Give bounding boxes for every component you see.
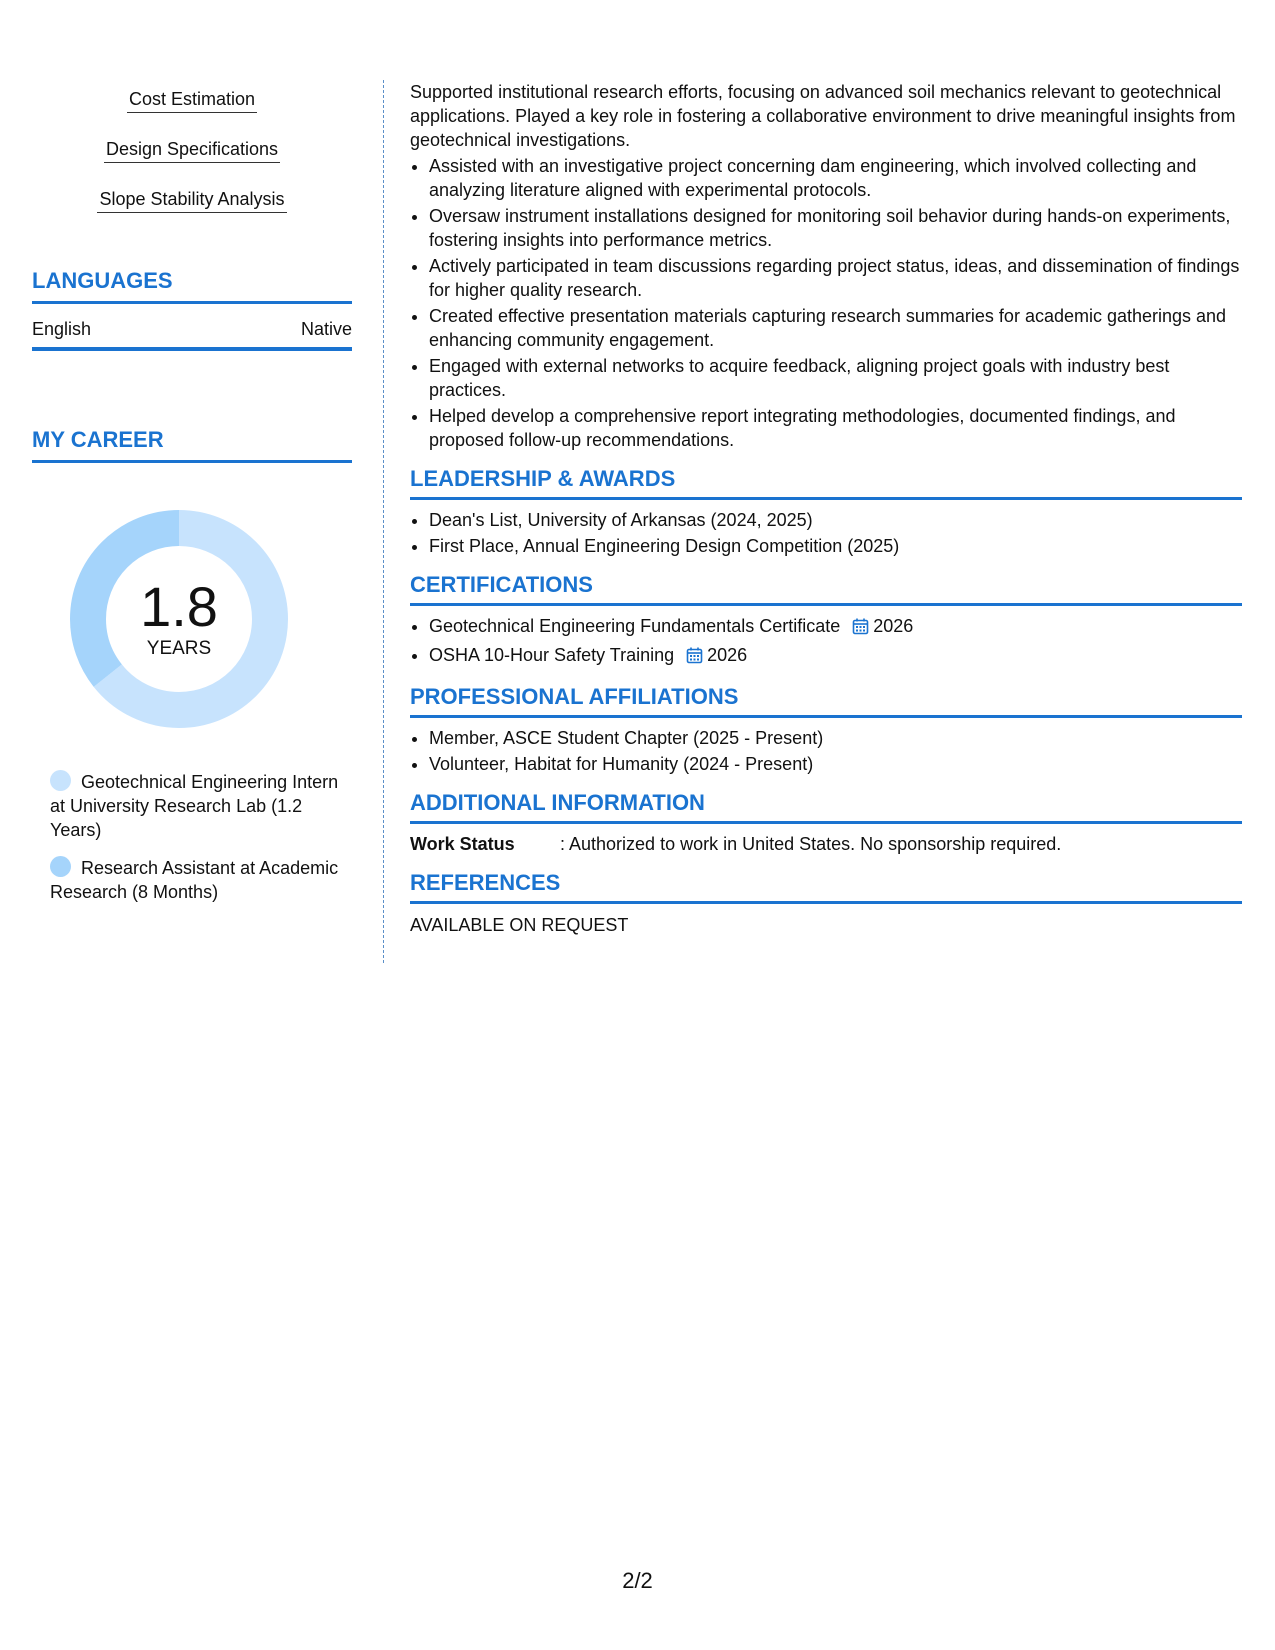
experience-bullet: • Engaged with external networks to acquire feedback, aligning project goals with industry best practices. bbox=[429, 354, 1242, 402]
leadership-item: • First Place, Annual Engineering Design Competition (2025) bbox=[429, 534, 1242, 558]
career-total-value: 1.8 bbox=[140, 575, 218, 638]
additional-info-section bbox=[410, 790, 1242, 856]
experience-bullets bbox=[410, 154, 1242, 452]
leadership-list bbox=[410, 508, 1242, 558]
skill-item: Slope Stability Analysis bbox=[97, 180, 286, 213]
references-title: REFERENCES bbox=[410, 870, 1242, 904]
languages-title: LANGUAGES bbox=[32, 268, 352, 304]
additional-info-title: ADDITIONAL INFORMATION bbox=[410, 790, 1242, 824]
certifications-section bbox=[410, 572, 1242, 670]
calendar-icon bbox=[686, 646, 703, 670]
language-row bbox=[32, 304, 352, 351]
legend-dot bbox=[50, 770, 71, 791]
certification-item bbox=[429, 643, 1242, 670]
certifications-list bbox=[410, 614, 1242, 670]
affiliations-title: PROFESSIONAL AFFILIATIONS bbox=[410, 684, 1242, 718]
skills-list bbox=[32, 80, 352, 230]
skill-item: Cost Estimation bbox=[127, 80, 257, 113]
column-divider bbox=[383, 80, 384, 963]
legend-item bbox=[50, 770, 350, 842]
language-level: Native bbox=[300, 319, 352, 339]
career-title: MY CAREER bbox=[32, 427, 352, 463]
right-column bbox=[410, 80, 1242, 937]
certifications-title: CERTIFICATIONS bbox=[410, 572, 1242, 606]
references-section bbox=[410, 870, 1242, 937]
career-total-unit: YEARS bbox=[146, 638, 212, 659]
leadership-title: LEADERSHIP & AWARDS bbox=[410, 466, 1242, 500]
career-donut-chart bbox=[66, 506, 292, 732]
experience-bullet: • Assisted with an investigative project concerning dam engineering, which involved collecting and analyzing literature aligned with experimental protocols. bbox=[429, 154, 1242, 202]
leadership-item: • Dean's List, University of Arkansas (2024, 2025) bbox=[429, 508, 1242, 532]
work-status-label: Work Status bbox=[410, 834, 515, 854]
affiliation-item: • Member, ASCE Student Chapter (2025 - Present) bbox=[429, 726, 1242, 750]
certification-item bbox=[429, 614, 1242, 641]
affiliations-list bbox=[410, 726, 1242, 776]
languages-section bbox=[32, 268, 352, 351]
language-name: English bbox=[32, 319, 92, 339]
left-column bbox=[32, 80, 352, 918]
references-text: AVAILABLE ON REQUEST bbox=[410, 915, 629, 935]
experience-bullet: • Created effective presentation materials capturing research summaries for academic gatherings and enhancing community engagement. bbox=[429, 304, 1242, 352]
skill-item: Design Specifications bbox=[104, 130, 280, 163]
legend-label: Research Assistant at Academic Research (8 Months) bbox=[50, 858, 339, 902]
experience-bullet: • Actively participated in team discussions regarding project status, ideas, and dissemination of findings for higher quality research. bbox=[429, 254, 1242, 302]
certification-name: Geotechnical Engineering Fundamentals Certificate bbox=[429, 616, 841, 636]
career-section bbox=[32, 427, 352, 904]
donut-center bbox=[66, 506, 292, 732]
certification-name: OSHA 10-Hour Safety Training bbox=[429, 645, 675, 665]
experience-bullet: • Helped develop a comprehensive report integrating methodologies, documented findings, and proposed follow-up recommendations. bbox=[429, 404, 1242, 452]
leadership-section bbox=[410, 466, 1242, 558]
legend-item bbox=[50, 856, 350, 904]
certification-year: 2026 bbox=[873, 616, 914, 636]
affiliations-section bbox=[410, 684, 1242, 776]
legend-dot bbox=[50, 856, 71, 877]
experience-summary: Supported institutional research efforts, focusing on advanced soil mechanics relevant to geotechnical applications. Played a key role in fostering a collaborative environment to drive meaningful insights from geotechnical investigations. bbox=[410, 82, 1236, 150]
experience-bullet: • Oversaw instrument installations designed for monitoring soil behavior during hands-on experiments, fostering insights into performance metrics. bbox=[429, 204, 1242, 252]
affiliation-item: • Volunteer, Habitat for Humanity (2024 - Present) bbox=[429, 752, 1242, 776]
work-status-row bbox=[410, 832, 1242, 856]
career-legend bbox=[50, 770, 350, 904]
certification-year: 2026 bbox=[707, 645, 748, 665]
legend-label: Geotechnical Engineering Intern at University Research Lab (1.2 Years) bbox=[50, 772, 339, 840]
page-number: 2/2 bbox=[622, 1568, 653, 1593]
calendar-icon bbox=[852, 617, 869, 641]
work-status-value: : Authorized to work in United States. No sponsorship required. bbox=[560, 834, 1062, 854]
